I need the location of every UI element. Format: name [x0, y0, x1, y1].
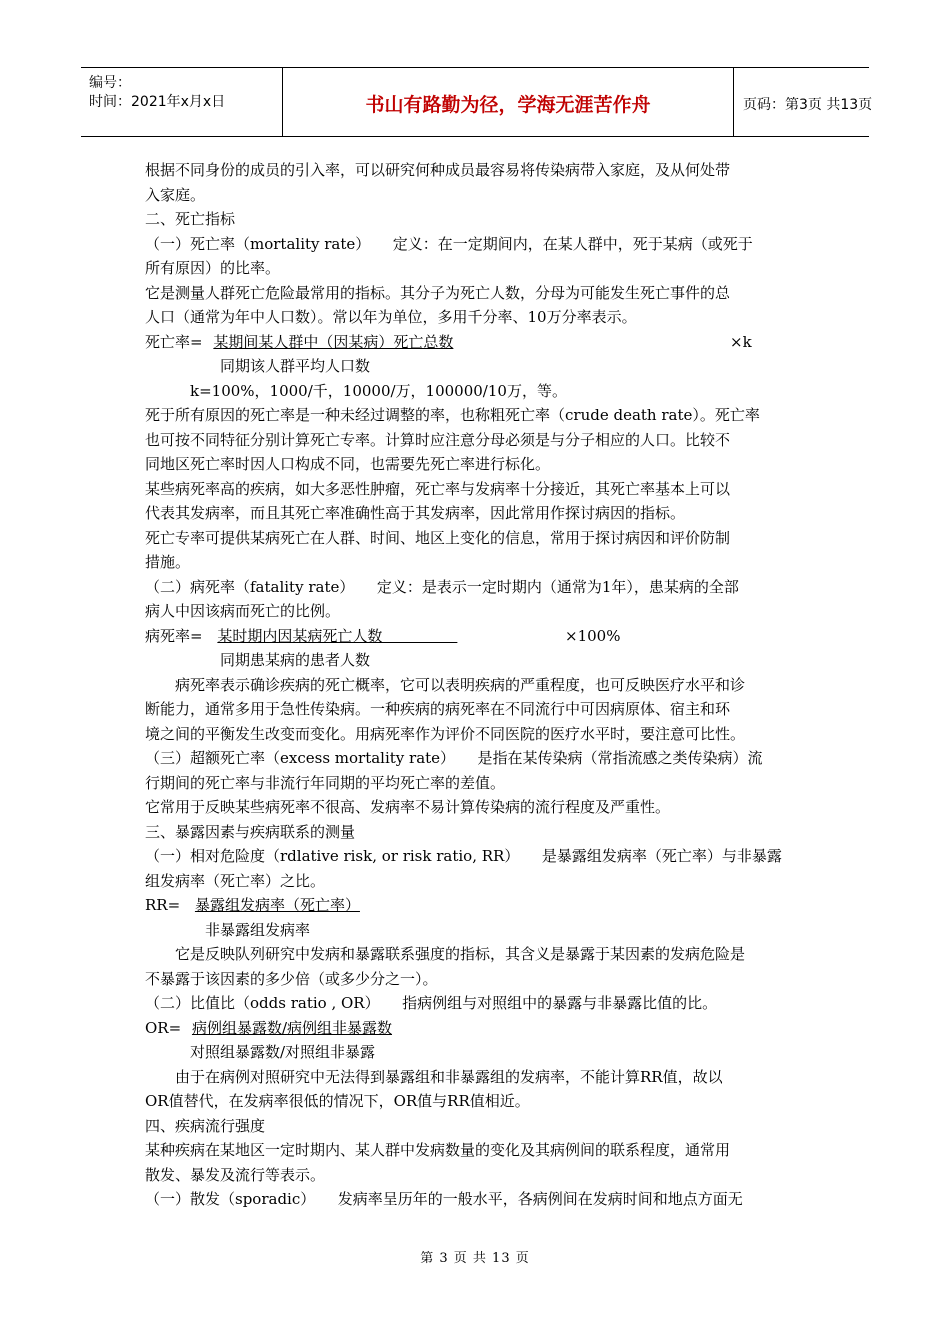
formula-denominator: 非暴露组发病率 [145, 920, 311, 939]
formula-multiplier: ×100% [565, 626, 621, 645]
text-line: （二）比值比（odds ratio , OR） 指病例组与对照组中的暴露与非暴露比值的比。 [145, 994, 718, 1012]
section-heading: 三、暴露因素与疾病联系的测量 [145, 822, 356, 841]
text-line: 境之间的平衡发生改变而变化。用病死率作为评价不同医院的医疗水平时，要注意可比性。 [145, 724, 746, 743]
text-line: 它是测量人群死亡危险最常用的指标。其分子为死亡人数，分母为可能发生死亡事件的总 [145, 283, 731, 302]
text-line: 由于在病例对照研究中无法得到暴露组和非暴露组的发病率，不能计算RR值，故以 [145, 1067, 723, 1086]
text-line: 散发、暴发及流行等表示。 [145, 1165, 326, 1184]
formula-numerator: 病例组暴露数/病例组非暴露数 [191, 1018, 393, 1037]
motto: 书山有路勤为径，学海无涯苦作舟 [365, 94, 651, 116]
text-line: （三）超额死亡率（excess mortality rate） 是指在某传染病（常指流感之类传染病）流 [145, 749, 763, 767]
date-label: 时间：2021年x月x日 [89, 94, 226, 110]
text-line: （一）相对危险度（rdlative risk, or risk ratio, RR） 是暴露组发病率（死亡率）与非暴露 [145, 847, 782, 865]
text-line: 行期间的死亡率与非流行年同期的平均死亡率的差值。 [145, 773, 506, 792]
text-line: 病人中因该病而死亡的比例。 [145, 602, 341, 620]
formula-numerator: 某时期内因某病死亡人数 [217, 626, 458, 645]
formula-lhs: RR= [145, 896, 181, 914]
text-line: 死亡专率可提供某病死亡在人群、时间、地区上变化的信息，常用于探讨病因和评价防制 [145, 528, 731, 547]
number-label: 编号： [89, 75, 131, 91]
text-line: 某种疾病在某地区一定时期内、某人群中发病数量的变化及其病例间的联系程度，通常用 [145, 1141, 731, 1159]
formula-denominator: 对照组暴露数/对照组非暴露 [145, 1043, 376, 1061]
header-meta-cell [81, 68, 281, 136]
section-heading: 四、疾病流行强度 [145, 1116, 266, 1135]
text-line: （一）散发（sporadic） 发病率呈历年的一般水平，各病例间在发病时间和地点方面无 [145, 1190, 743, 1208]
page-label: 页码：第3页 共13页 [743, 97, 873, 113]
text-line: OR值替代，在发病率很低的情况下，OR值与RR值相近。 [145, 1092, 530, 1110]
text-line: 也可按不同特征分别计算死亡专率。计算时应注意分母必须是与分子相应的人口。比较不 [145, 430, 731, 449]
page-header [81, 67, 873, 137]
text-line: （一）死亡率（mortality rate） 定义：在一定期间内，在某人群中，死于某病（或死于 [145, 234, 753, 253]
text-line: 同地区死亡率时因人口构成不同，也需要先死亡率进行标化。 [145, 455, 551, 473]
text-line: 代表其发病率，而且其死亡率准确性高于其发病率，因此常用作探讨病因的指标。 [145, 504, 686, 522]
formula-or [145, 1016, 810, 1041]
formula-denominator: 同期该人群平均人口数 [145, 357, 371, 375]
text-line: 它常用于反映某些病死率不很高、发病率不易计算传染病的流行程度及严重性。 [145, 798, 671, 816]
text-line: 不暴露于该因素的多少倍（或多少分之一）。 [145, 969, 438, 988]
header-page-cell [733, 68, 873, 136]
text-line: 某些病死率高的疾病，如大多恶性肿瘤，死亡率与发病率十分接近，其死亡率基本上可以 [145, 479, 731, 498]
page-footer: 第 3 页 共 13 页 [420, 1251, 530, 1266]
formula-lhs: OR= [145, 1018, 182, 1037]
text-line: 措施。 [145, 553, 191, 571]
text-line: 根据不同身份的成员的引入率，可以研究何种成员最容易将传染病带入家庭，及从何处带 [145, 161, 731, 179]
text-line: 人口（通常为年中人口数）。常以年为单位，多用千分率、10万分率表示。 [145, 308, 637, 326]
formula-mortality [145, 330, 810, 355]
text-line: 死于所有原因的死亡率是一种未经过调整的率，也称粗死亡率（crude death rate）。死亡率 [145, 406, 760, 424]
formula-numerator: 某期间某人群中（因某病）死亡总数 [213, 332, 454, 351]
document-body [145, 158, 810, 1212]
text-line: 它是反映队列研究中发病和暴露联系强度的指标，其含义是暴露于某因素的发病危险是 [145, 945, 746, 963]
section-heading: 二、死亡指标 [145, 210, 236, 228]
formula-rr [145, 893, 810, 918]
formula-fatality [145, 624, 810, 649]
text-line: k=100%，1000/千，10000/万，100000/10万，等。 [145, 381, 567, 400]
text-line: 病死率表示确诊疾病的死亡概率，它可以表明疾病的严重程度，也可反映医疗水平和诊 [145, 675, 746, 694]
text-line: 入家庭。 [145, 185, 206, 204]
formula-lhs: 死亡率= [145, 332, 203, 351]
formula-denominator: 同期患某病的患者人数 [145, 651, 371, 669]
text-line: （二）病死率（fatality rate） 定义：是表示一定时期内（通常为1年），患某病的全部 [145, 577, 739, 596]
text-line: 断能力，通常多用于急性传染病。一种疾病的病死率在不同流行中可因病原体、宿主和环 [145, 700, 731, 718]
formula-multiplier: ×k [730, 332, 752, 351]
formula-numerator: 暴露组发病率（死亡率） [194, 896, 360, 914]
text-line: 所有原因）的比率。 [145, 259, 281, 277]
text-line: 组发病率（死亡率）之比。 [145, 871, 326, 890]
header-motto-cell [282, 68, 734, 136]
formula-lhs: 病死率= [145, 626, 203, 645]
